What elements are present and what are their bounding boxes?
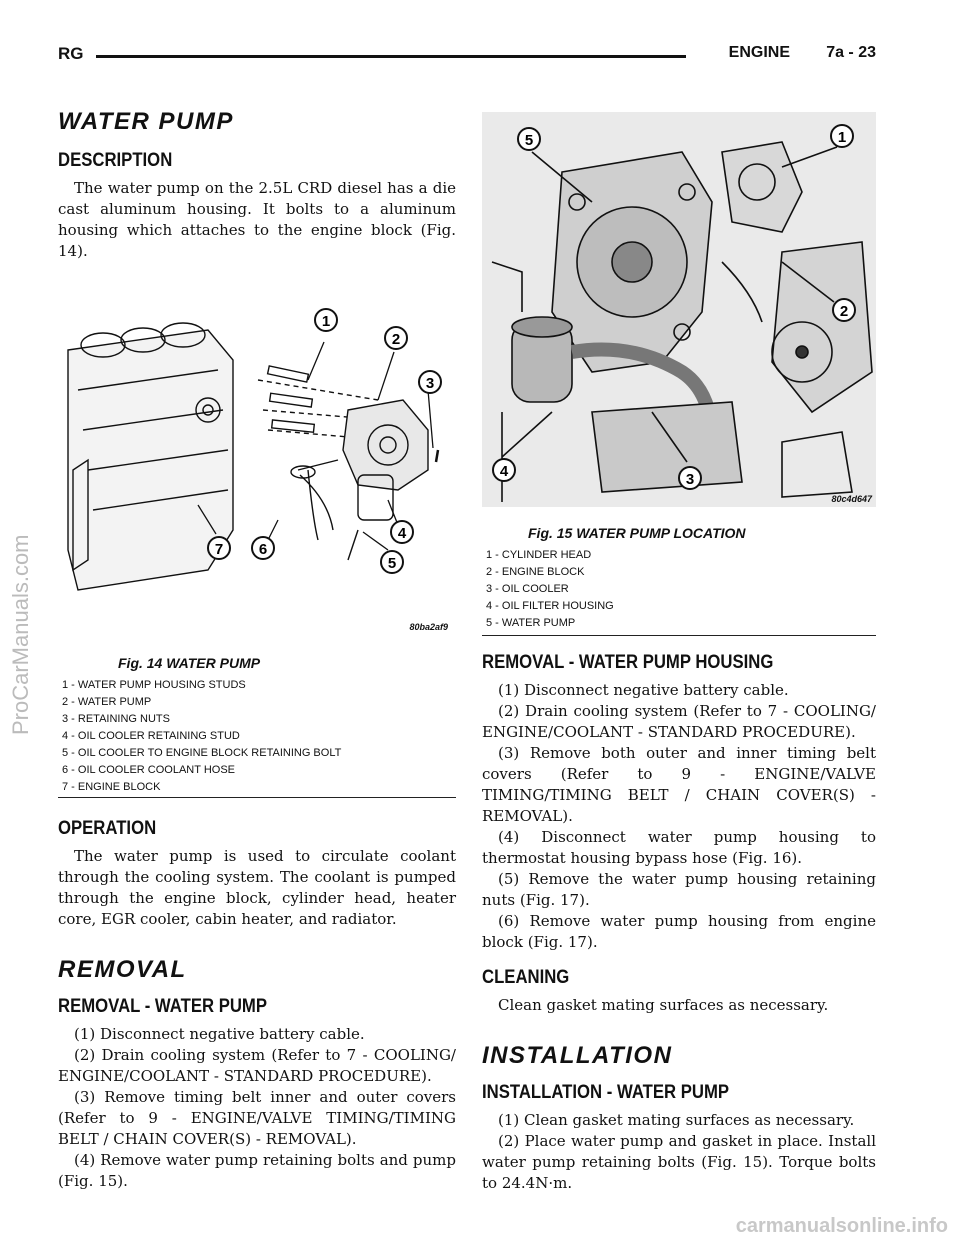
housing-step: (3) Remove both outer and inner timing belt covers (Refer to 9 - ENGINE/VALVE TIMING/TIMING BELT / CHAIN COVER(S) - REMOVAL).: [482, 744, 876, 825]
water-pump-location-diagram: [482, 112, 876, 522]
cleaning-heading: CLEANING: [482, 967, 570, 988]
fig14-legend-item: 7 - ENGINE BLOCK: [62, 781, 161, 793]
fig15-rule: [482, 635, 876, 636]
fig15-callout-5: 5: [524, 132, 534, 149]
fig15-illustration: [482, 112, 876, 522]
fig14-legend-item: 2 - WATER PUMP: [62, 696, 152, 708]
cleaning-text: Clean gasket mating surfaces as necessary.: [498, 996, 829, 1014]
housing-removal-heading: REMOVAL - WATER PUMP HOUSING: [482, 652, 774, 673]
fig15-legend: [486, 547, 614, 632]
fig15-caption: Fig. 15 WATER PUMP LOCATION: [528, 525, 746, 541]
fig14-callout-5: 5: [387, 555, 397, 572]
fig15-legend-item: 4 - OIL FILTER HOUSING: [486, 600, 614, 612]
water-pump-exploded-diagram: [58, 300, 456, 640]
fig14-rule: [58, 797, 456, 798]
housing-step: (1) Disconnect negative battery cable.: [498, 681, 789, 699]
description-text: The water pump on the 2.5L CRD diesel has a die cast aluminum housing. It bolts to a aluminum housing which attaches to the engine block (Fig. 14).: [58, 179, 456, 260]
fig14-legend-item: 5 - OIL COOLER TO ENGINE BLOCK RETAINING BOLT: [62, 747, 342, 759]
fig14-callout-6: 6: [258, 541, 268, 558]
installation-subheading: INSTALLATION - WATER PUMP: [482, 1082, 730, 1103]
removal-step: (3) Remove timing belt inner and outer covers (Refer to 9 - ENGINE/VALVE TIMING/TIMING BELT / CHAIN COVER(S) - REMOVAL).: [58, 1088, 456, 1148]
fig14-legend-item: 3 - RETAINING NUTS: [62, 713, 170, 725]
fig14-legend-item: 6 - OIL COOLER COOLANT HOSE: [62, 764, 235, 776]
header-left: RG: [58, 44, 84, 63]
operation-heading: OPERATION: [58, 818, 157, 839]
fig15-callout-2: 2: [839, 303, 849, 320]
section-title-water-pump: WATER PUMP: [58, 108, 234, 135]
left-column-lower: [58, 818, 456, 1192]
removal-subheading: REMOVAL - WATER PUMP: [58, 996, 267, 1017]
fig15-callout-4: 4: [499, 463, 509, 480]
fig14-legend-item: 4 - OIL COOLER RETAINING STUD: [62, 730, 240, 742]
fig14-callout-7: 7: [214, 541, 224, 558]
fig15-callout-1: 1: [837, 129, 847, 146]
fig14-legend: [62, 677, 341, 796]
installation-title: INSTALLATION: [482, 1042, 673, 1069]
operation-text: The water pump is used to circulate coolant through the cooling system. The coolant is pumped through the engine block, cylinder head, heater core, EGR cooler, cabin heater, and radiator.: [58, 847, 456, 928]
fig15-legend-item: 2 - ENGINE BLOCK: [486, 566, 585, 578]
install-step: (2) Place water pump and gasket in place. Install water pump retaining bolts (Fig. 15). Torque bolts to 24.4N·m.: [482, 1132, 876, 1192]
header-section: ENGINE: [728, 44, 790, 61]
fig15-legend-item: 5 - WATER PUMP: [486, 617, 576, 629]
fig14-code: 80ba2af9: [409, 622, 448, 632]
fig14-legend-item: 1 - WATER PUMP HOUSING STUDS: [62, 679, 246, 691]
fig14-callout-2: 2: [391, 331, 401, 348]
footer-watermark: carmanualsonline.info: [735, 1215, 948, 1237]
fig14-callout-4: 4: [397, 525, 407, 542]
housing-step: (4) Disconnect water pump housing to thermostat housing bypass hose (Fig. 16).: [482, 828, 876, 867]
housing-step: (5) Remove the water pump housing retaining nuts (Fig. 17).: [482, 870, 876, 909]
fig15-legend-item: 3 - OIL COOLER: [486, 583, 569, 595]
housing-step: (2) Drain cooling system (Refer to 7 - COOLING/ ENGINE/COOLANT - STANDARD PROCEDURE).: [482, 702, 876, 741]
left-column: [58, 108, 456, 262]
housing-step: (6) Remove water pump housing from engine block (Fig. 17).: [482, 912, 876, 951]
right-column: [482, 652, 876, 1194]
fig15-callout-3: 3: [685, 471, 695, 488]
removal-step: (2) Drain cooling system (Refer to 7 - COOLING/ ENGINE/COOLANT - STANDARD PROCEDURE).: [58, 1046, 456, 1085]
page-header: [58, 44, 876, 70]
removal-step: (1) Disconnect negative battery cable.: [74, 1025, 365, 1043]
fig15-legend-item: 1 - CYLINDER HEAD: [486, 549, 592, 561]
side-watermark: ProCarManuals.com: [8, 534, 33, 735]
page-number: 7a - 23: [826, 44, 876, 61]
fig14-callout-3: 3: [425, 375, 435, 392]
removal-step: (4) Remove water pump retaining bolts and pump (Fig. 15).: [58, 1151, 456, 1190]
description-heading: DESCRIPTION: [58, 150, 173, 171]
fig15-code: 80c4d647: [831, 494, 872, 504]
fig14-illustration: [58, 300, 456, 640]
fig14-caption: Fig. 14 WATER PUMP: [118, 655, 261, 671]
fig14-callout-1: 1: [321, 313, 331, 330]
install-step: (1) Clean gasket mating surfaces as necessary.: [498, 1111, 855, 1129]
removal-title: REMOVAL: [58, 956, 187, 983]
header-rule: [96, 55, 686, 58]
